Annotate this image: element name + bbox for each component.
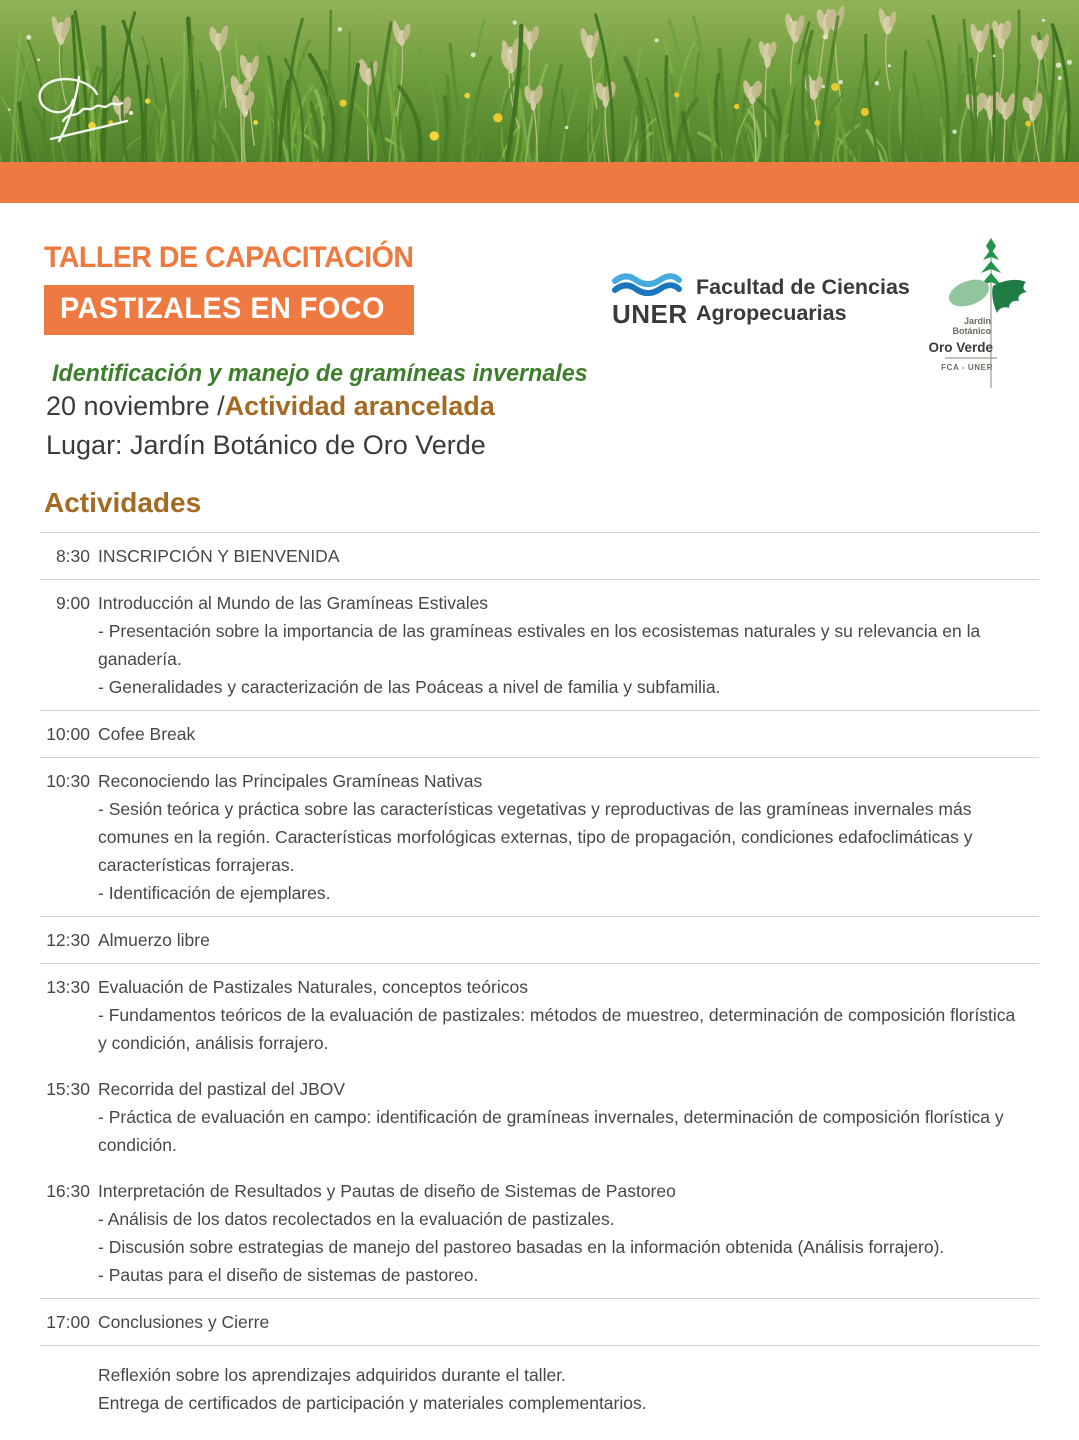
workshop-subtitle: Identificación y manejo de gramíneas invernales [52,360,588,387]
schedule-detail: - Discusión sobre estrategias de manejo del pastoreo basadas en la información obtenida (Análisis forrajero). [98,1237,945,1257]
schedule-time: 12:30 [46,930,90,950]
schedule-title: Conclusiones y Cierre [98,1312,270,1332]
schedule-content [98,720,1039,748]
schedule-time: 9:00 [55,593,90,613]
uner-acronym: UNER [612,299,688,329]
schedule-content [98,1177,1039,1289]
schedule-row [40,917,1039,963]
schedule-detail: - Identificación de ejemplares. [98,883,331,903]
fee-note: Actividad arancelada [224,391,495,421]
uner-faculty-name [696,274,910,326]
orange-band [0,162,1079,203]
schedule-detail: - Pautas para el diseño de sistemas de pastoreo. [98,1265,479,1285]
schedule-content [98,973,1039,1057]
location-line: Lugar: Jardín Botánico de Oro Verde [46,430,486,460]
schedule-content [98,1075,1039,1159]
schedule-row [40,533,1039,579]
closing-line: Entrega de certificados de participación y materiales complementarios. [98,1393,647,1413]
schedule-content [98,589,1039,701]
closing-line: Reflexión sobre los aprendizajes adquiridos durante el taller. [98,1365,566,1385]
uner-faculty-line1: Facultad de Ciencias [696,275,910,299]
schedule-content [98,542,1039,570]
jbov-spike-icon [979,238,1003,287]
schedule-time: 15:30 [46,1079,90,1099]
uner-logo [612,272,912,336]
workshop-kicker: TALLER DE CAPACITACIÓN [44,241,414,274]
jbov-name: Oro Verde [928,340,993,355]
schedule-detail: - Presentación sobre la importancia de las gramíneas estivales en los ecosistemas naturales y su relevancia en la ganadería. [98,621,981,669]
schedule-row [40,711,1039,757]
schedule-list [40,532,1039,1417]
activities-heading: Actividades [44,487,202,518]
schedule-row [40,1299,1039,1345]
schedule-detail: - Práctica de evaluación en campo: identificación de gramíneas invernales, determinación de composición florística y condición. [98,1107,1004,1155]
schedule-title: Evaluación de Pastizales Naturales, conceptos teóricos [98,977,528,997]
schedule-title: Reconociendo las Principales Gramíneas Nativas [98,771,483,791]
schedule-time: 10:30 [46,771,90,791]
schedule-title: Almuerzo libre [98,930,210,950]
schedule-row [40,758,1039,916]
schedule-content [98,926,1039,954]
grass-photo-illustration [0,0,1079,162]
schedule-time: 10:00 [46,724,90,744]
schedule-detail: - Análisis de los datos recolectados en la evaluación de pastizales. [98,1209,615,1229]
schedule-time: 13:30 [46,977,90,997]
schedule-title: INSCRIPCIÓN Y BIENVENIDA [98,546,340,566]
schedule-detail: - Generalidades y caracterización de las Poáceas a nivel de familia y subfamilia. [98,677,721,697]
jbov-logo [925,236,1045,396]
closing-block [98,1361,1039,1417]
schedule-content [98,767,1039,907]
uner-faculty-line2: Agropecuarias [696,301,847,325]
schedule-divider [40,1345,1039,1346]
schedule-row [40,964,1039,1066]
schedule-title: Introducción al Mundo de las Gramíneas Estivales [98,593,489,613]
jbov-fca-label: FCA - UNER [941,363,993,372]
date-text: 20 noviembre / [46,391,225,421]
schedule-row [40,580,1039,710]
schedule-time: 8:30 [55,546,90,566]
schedule-title: Recorrida del pastizal del JBOV [98,1079,346,1099]
schedule-detail: - Fundamentos teóricos de la evaluación de pastizales: métodos de muestreo, determinación de composición florística y condición, análisis forrajero. [98,1005,1016,1053]
jbov-leaf-right-icon [992,280,1027,313]
schedule-title: Interpretación de Resultados y Pautas de diseño de Sistemas de Pastoreo [98,1181,676,1201]
workshop-title: PASTIZALES EN FOCO [60,292,385,325]
uner-waves-icon [612,273,682,297]
schedule-time: 16:30 [46,1181,90,1201]
schedule-row [40,1066,1039,1168]
schedule-row [40,1168,1039,1298]
header-photo [0,0,1079,162]
schedule-time: 17:00 [46,1312,90,1332]
date-line [46,391,495,422]
schedule-content [98,1308,1039,1336]
schedule-title: Cofee Break [98,724,196,744]
schedule-detail: - Sesión teórica y práctica sobre las características vegetativas y reproductivas de las gramíneas invernales más comunes en la región. Características morfológicas externas, tipo de propagación, condiciones edafoclimáticas y características forrajeras. [98,799,973,875]
jbov-label-jardin: Jardín [963,316,991,326]
jbov-label-botanico: Botánico [952,326,991,336]
workshop-title-box [44,285,414,335]
